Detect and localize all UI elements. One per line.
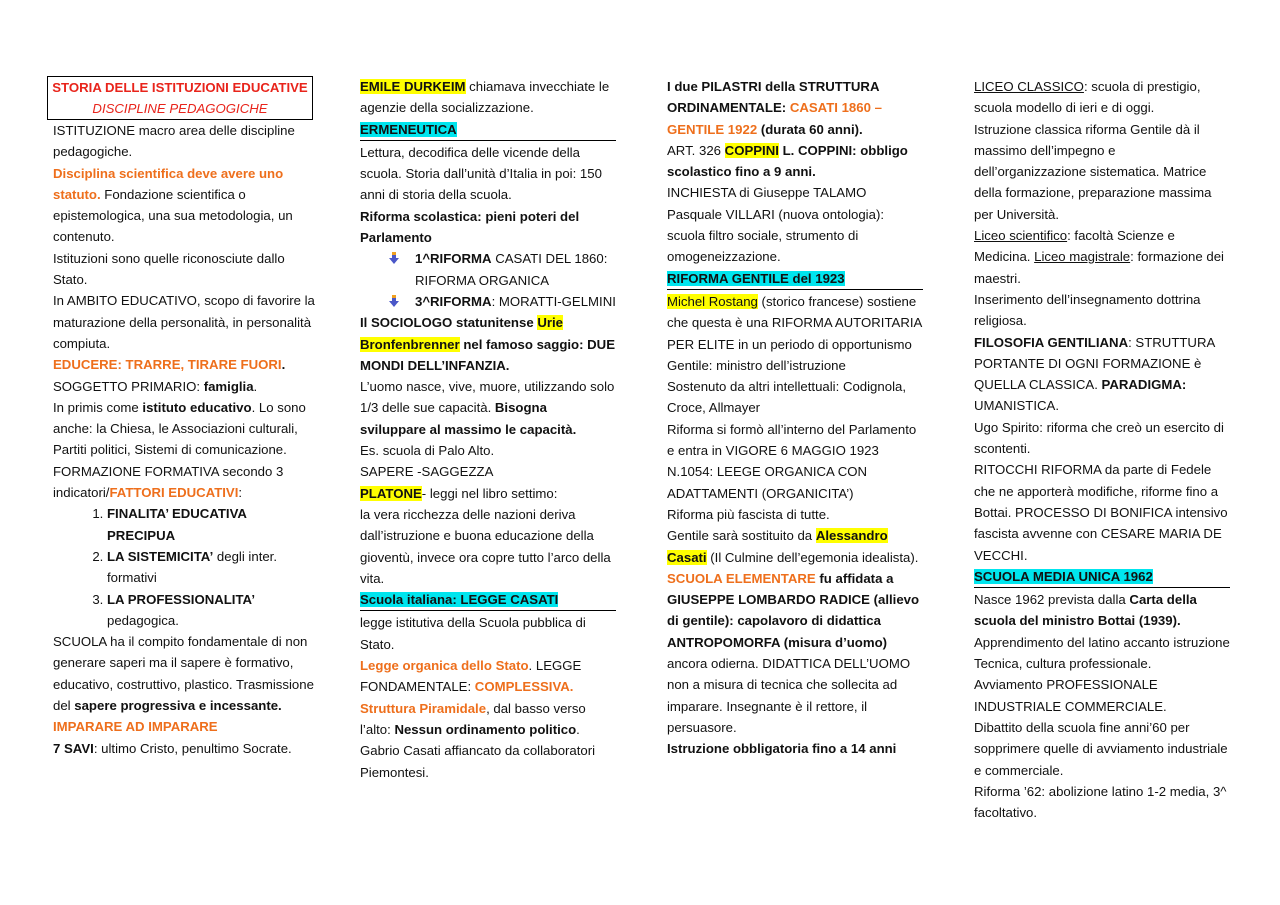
paragraph: In AMBITO EDUCATIVO, scopo di favorire la maturazione della personalità, in personalità compiuta. [53, 293, 315, 351]
title-box [47, 76, 313, 120]
section-heading: RIFORMA GENTILE del 1923 [667, 268, 923, 290]
paragraph: Michel Rostang (storico francese) sostiene che questa è una RIFORMA AUTORITARIA PER ELITE in un periodo di opportunismo [667, 293, 922, 352]
paragraph: EDUCERE: TRARRE, TIRARE FUORI. [53, 357, 286, 373]
paragraph: Apprendimento del latino accanto istruzione Tecnica, cultura professionale. [974, 634, 1230, 672]
paragraph: SAPERE -SAGGEZZA [360, 464, 494, 480]
paragraph: Gabrio Casati affiancato da collaboratori Piemontesi. [360, 743, 596, 780]
list-item: 3^RIFORMA: MORATTI-GELMINI [415, 291, 616, 312]
paragraph: Sostenuto da altri intellettuali: Codignola, Croce, Allmayer [667, 379, 906, 416]
column-3 [667, 76, 923, 760]
paragraph: la vera ricchezza delle nazioni deriva dall’istruzione e buona educazione della gioventù, invece ora copre tutto l’arco della vita. [360, 506, 611, 586]
paragraph: Nasce 1962 prevista dalla Carta della scuola del ministro Bottai (1939). [974, 592, 1197, 629]
paragraph: Lettura, decodifica delle vicende della scuola. Storia dall’unità d’Italia in poi: 150 anni di storia della scuola. [360, 144, 602, 203]
paragraph: FORMAZIONE FORMATIVA secondo 3 indicatori/FATTORI EDUCATIVI: [53, 463, 284, 501]
paragraph: Gentile sarà sostituito da Alessandro Casati (Il Culmine dell’egemonia idealista). [667, 528, 919, 565]
paragraph: In primis come istituto educativo. Lo sono anche: la Chiesa, le Associazioni culturali, Partiti politici, Sistemi di comunicazione. [53, 399, 306, 458]
paragraph: RITOCCHI RIFORMA da parte di Fedele che ne apporterà modifiche, riforme fino a Bottai. PROCESSO DI BONIFICA intensivo fascista avvenne con CESARE MARIA DE VECCHI. [974, 462, 1228, 563]
document-title: STORIA DELLE ISTITUZIONI EDUCATIVE [52, 80, 308, 95]
paragraph: Gentile: ministro dell’istruzione [667, 357, 846, 373]
arrow-down-bullet-icon [387, 251, 401, 265]
paragraph: Avviamento PROFESSIONALE INDUSTRIALE COMMERCIALE. [974, 677, 1167, 714]
paragraph: legge istitutiva della Scuola pubblica di Stato. [360, 615, 586, 652]
paragraph: SCUOLA ha il compito fondamentale di non generare saperi ma il sapere è formativo, educativo, costruttivo, plastico. Trasmissione del sapere progressiva e incessante. [53, 634, 314, 714]
paragraph: Istruzione obbligatoria fino a 14 anni [667, 741, 897, 757]
paragraph: Istituzioni sono quelle riconosciute dallo Stato. [53, 250, 285, 288]
list-item: 3. LA PROFESSIONALITA’ pedagogica. [107, 589, 315, 632]
list-item: 1. FINALITA’ EDUCATIVA PRECIPUA [107, 503, 315, 546]
paragraph: Es. scuola di Palo Alto. [360, 443, 495, 459]
paragraph: EMILE DURKEIM chiamava invecchiate le agenzie della socializzazione. [360, 79, 610, 116]
paragraph: LICEO CLASSICO: scuola di prestigio, scuola modello di ieri e di oggi. [974, 79, 1201, 116]
column-2 [360, 76, 616, 783]
paragraph: Il SOCIOLOGO statunitense Urie Bronfenbrenner nel famoso saggio: DUE MONDI DELL’INFANZIA. [360, 315, 615, 373]
paragraph: Riforma scolastica: pieni poteri del Parlamento [360, 208, 580, 246]
section-heading: ERMENEUTICA [360, 119, 616, 141]
document-subtitle: DISCIPLINE PEDAGOGICHE [92, 101, 268, 116]
paragraph: Riforma più fascista di tutte. [667, 506, 830, 522]
paragraph: Riforma si formò all’interno del Parlamento e entra in VIGORE 6 MAGGIO 1923 N.1054: LEEGE ORGANICA CON ADATTAMENTI (ORGANICITA’) [667, 421, 917, 501]
paragraph: SOGGETTO PRIMARIO: famiglia. [53, 378, 258, 394]
section-heading: SCUOLA MEDIA UNICA 1962 [974, 566, 1230, 588]
paragraph: Pasquale VILLARI (nuova ontologia): scuola filtro sociale, strumento di omogeneizzazione. [667, 206, 885, 265]
paragraph: FILOSOFIA GENTILIANA: STRUTTURA PORTANTE DI OGNI FORMAZIONE è QUELLA CLASSICA. PARADIGMA: UMANISTICA. [974, 334, 1215, 414]
paragraph: 7 SAVI: ultimo Cristo, penultimo Socrate. [53, 740, 292, 756]
paragraph: L’uomo nasce, vive, muore, utilizzando solo 1/3 delle sue capacità. Bisogna sviluppare al massimo le capacità. [360, 379, 615, 437]
paragraph: Disciplina scientifica deve avere uno statuto. Fondazione scientifica o epistemologica, una sua metodologia, un contenuto. [53, 165, 293, 245]
paragraph: ART. 326 COPPINI L. COPPINI: obbligo scolastico fino a 9 anni. [667, 142, 908, 180]
list-item: 1^RIFORMA CASATI DEL 1860: RIFORMA ORGANICA [415, 248, 616, 291]
section-heading: Scuola italiana: LEGGE CASATI [360, 589, 616, 611]
paragraph: Dibattito della scuola fine anni’60 per sopprimere quelle di avviamento industriale e commerciale. [974, 719, 1228, 778]
paragraph: Inserimento dell’insegnamento dottrina religiosa. [974, 291, 1201, 329]
paragraph: Istruzione classica riforma Gentile dà il massimo dell’impegno e dell’organizzazione sistematica. Matrice della formazione, preparazione massima per Università. [974, 121, 1212, 222]
paragraph: Legge organica dello Stato. LEGGE FONDAMENTALE: COMPLESSIVA. Struttura Piramidale, dal basso verso l’alto: Nessun ordinamento politico. [360, 658, 586, 737]
paragraph: SCUOLA ELEMENTARE fu affidata a GIUSEPPE LOMBARDO RADICE (allievo di gentile): capolavoro di didattica ANTROPOMORFA (misura d’uomo) ancora odierna. DIDATTICA DELL’UOMO non a misura di tecnica che sollecita ad imparare. Insegnante è il rettore, il persuasore. [667, 570, 920, 735]
paragraph: Ugo Spirito: riforma che creò un esercito di scontenti. [974, 419, 1224, 457]
arrow-list [360, 248, 616, 312]
column-4 [974, 76, 1230, 823]
paragraph: Riforma ’62: abolizione latino 1-2 media, 3^ facoltativo. [974, 783, 1227, 821]
paragraph: INCHIESTA di Giuseppe TALAMO [667, 185, 867, 201]
paragraph: PLATONE- leggi nel libro settimo: [360, 485, 558, 501]
arrow-down-bullet-icon [387, 294, 401, 308]
list-item: 2. LA SISTEMICITA’ degli inter. formativi [107, 546, 315, 589]
numbered-list [53, 503, 315, 631]
paragraph: ISTITUZIONE macro area delle discipline pedagogiche. [53, 123, 295, 160]
paragraph: I due PILASTRI della STRUTTURA ORDINAMENTALE: CASATI 1860 – GENTILE 1922 (durata 60 anni). [667, 79, 882, 137]
paragraph: Liceo scientifico: facoltà Scienze e Medicina. Liceo magistrale: formazione dei maestri. [974, 228, 1224, 286]
column-1 [53, 76, 315, 759]
paragraph: IMPARARE AD IMPARARE [53, 719, 218, 735]
